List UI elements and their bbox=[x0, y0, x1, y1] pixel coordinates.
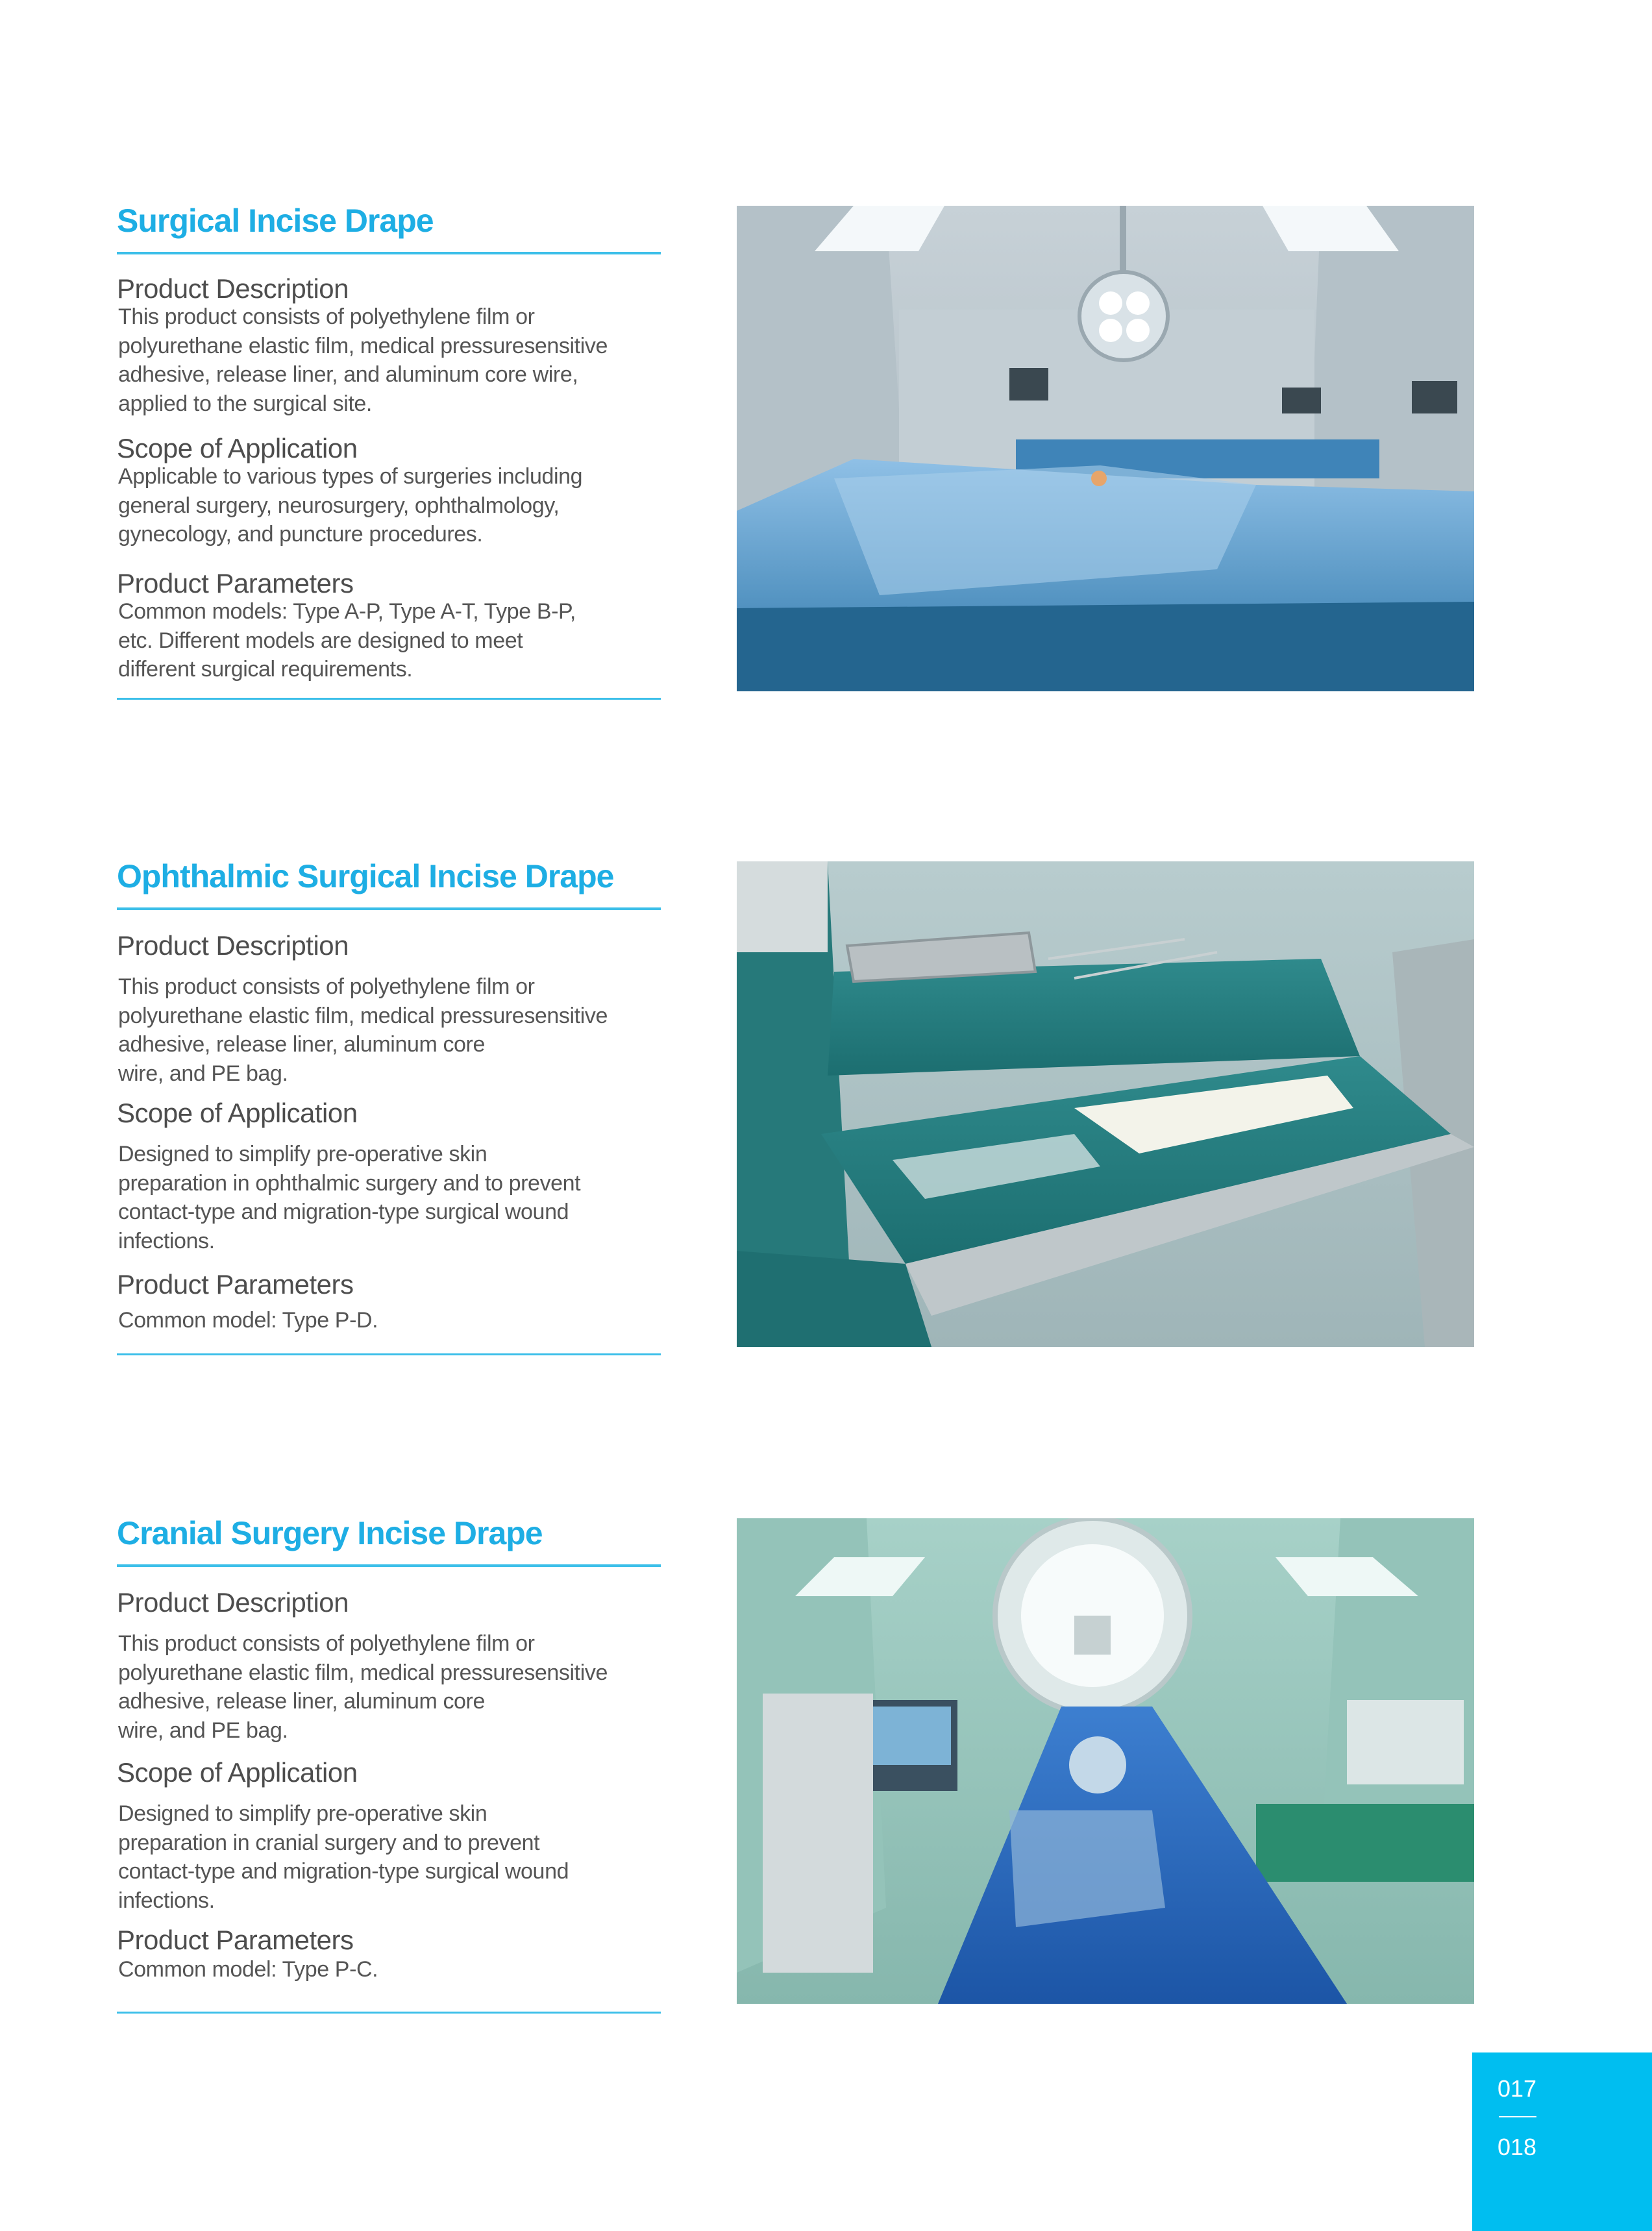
parameters-heading: Product Parameters bbox=[117, 1925, 354, 1955]
operating-room-photo bbox=[737, 206, 1474, 691]
description-heading: Product Description bbox=[117, 273, 349, 304]
product-surgical-incise-drape bbox=[0, 195, 1652, 688]
section-divider bbox=[117, 698, 661, 700]
product-title: Ophthalmic Surgical Incise Drape bbox=[117, 858, 614, 894]
product-text bbox=[117, 1507, 662, 2014]
title-divider bbox=[117, 252, 661, 254]
instrument-table-photo bbox=[737, 861, 1474, 1347]
product-ophthalmic-incise-drape bbox=[0, 850, 1652, 1344]
title-divider bbox=[117, 907, 661, 910]
description-text: This product consists of polyethylene film or polyurethane elastic film, medical pressuresensitive adhesive, release liner, aluminum core wire, and PE bag. bbox=[118, 974, 608, 1086]
parameters-heading: Product Parameters bbox=[117, 568, 354, 598]
scope-text: Applicable to various types of surgeries including general surgery, neurosurgery, ophthalmology, gynecology, and puncture procedures. bbox=[118, 464, 583, 547]
description-heading: Product Description bbox=[117, 930, 349, 961]
title-divider bbox=[117, 1564, 661, 1567]
scope-heading: Scope of Application bbox=[117, 1098, 358, 1128]
product-cranial-incise-drape bbox=[0, 1507, 1652, 2001]
scope-text: Designed to simplify pre-operative skin preparation in cranial surgery and to prevent contact-type and migration-type surgical wound infections. bbox=[118, 1801, 569, 1913]
page-number-tab bbox=[1472, 2052, 1652, 2231]
scope-heading: Scope of Application bbox=[117, 1757, 358, 1788]
cranial-surgery-room-photo bbox=[737, 1518, 1474, 2004]
page-number-left: 017 bbox=[1498, 2075, 1537, 2102]
product-title: Surgical Incise Drape bbox=[117, 203, 434, 239]
description-heading: Product Description bbox=[117, 1587, 349, 1618]
product-text bbox=[117, 850, 662, 1357]
page-number-right: 018 bbox=[1498, 2134, 1537, 2160]
parameters-text: Common model: Type P-D. bbox=[118, 1308, 378, 1333]
product-title: Cranial Surgery Incise Drape bbox=[117, 1515, 543, 1551]
section-divider bbox=[117, 1353, 661, 1355]
description-text: This product consists of polyethylene film or polyurethane elastic film, medical pressuresensitive adhesive, release liner, aluminum core wire, and PE bag. bbox=[118, 1631, 608, 1743]
parameters-text: Common model: Type P-C. bbox=[118, 1957, 378, 1982]
parameters-heading: Product Parameters bbox=[117, 1269, 354, 1300]
page-number-divider bbox=[1499, 2116, 1536, 2117]
description-text: This product consists of polyethylene film or polyurethane elastic film, medical pressuresensitive adhesive, release liner, and aluminum core wire, applied to the surgical site. bbox=[118, 304, 608, 416]
parameters-text: Common models: Type A-P, Type A-T, Type B-P, etc. Different models are designed to meet different surgical requirements. bbox=[118, 599, 576, 682]
scope-text: Designed to simplify pre-operative skin preparation in ophthalmic surgery and to prevent contact-type and migration-type surgical wound infections. bbox=[118, 1142, 581, 1253]
product-text bbox=[117, 195, 662, 701]
scope-heading: Scope of Application bbox=[117, 433, 358, 463]
section-divider bbox=[117, 2012, 661, 2014]
